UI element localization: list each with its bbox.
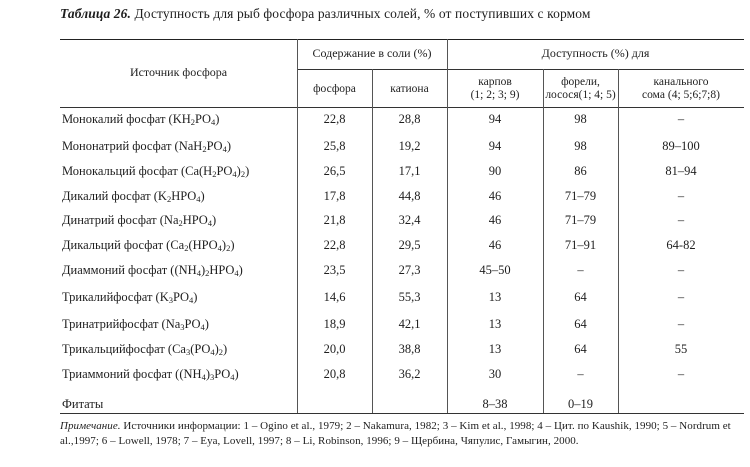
row-phosphorus-value: 23,5 <box>323 263 346 277</box>
row-trout-value: 71–79 <box>564 213 597 227</box>
row-carp-value: 94 <box>488 112 502 126</box>
row-trout-value: – <box>577 263 584 277</box>
row-trout-value: 64 <box>574 290 587 304</box>
row-cation-value: 36,2 <box>398 367 421 381</box>
header-availability-group-label: Доступность (%) для <box>541 46 650 60</box>
header-source-label: Источник фосфора <box>129 65 228 79</box>
header-catfish-line2: сома (4; 5;6;7;8) <box>642 89 720 101</box>
row-catfish-value: 81–94 <box>665 164 697 178</box>
row-source-formula: $_4)_3PO_4$) <box>201 367 239 382</box>
row-carp-value: 8–38 <box>482 397 508 411</box>
row-catfish-value: – <box>677 112 685 126</box>
row-carp-value: 90 <box>488 164 502 178</box>
row-phosphorus-value: 17,8 <box>323 189 346 203</box>
row-source <box>62 213 216 228</box>
row-phosphorus-value: 18,9 <box>323 317 346 331</box>
header-availability-group <box>447 47 744 60</box>
row-cation-value: 28,8 <box>398 112 421 126</box>
row-source <box>62 112 219 127</box>
row-cation-value: 42,1 <box>398 317 421 331</box>
row-catfish-value: – <box>677 317 685 331</box>
row-source-name: Трикальцийфосфат (Ca <box>62 342 186 356</box>
row-carp-value: 13 <box>488 317 502 331</box>
row-cation-value: 17,1 <box>398 164 421 178</box>
header-cation-label: катиона <box>390 83 429 95</box>
row-catfish-value: – <box>677 213 685 227</box>
top-rule <box>60 39 744 40</box>
row-source <box>62 263 243 278</box>
row-catfish-value: – <box>677 367 685 381</box>
row-trout-value: 98 <box>574 112 587 126</box>
row-trout-value: 86 <box>574 164 587 178</box>
row-phosphorus-value: 20,8 <box>323 367 346 381</box>
row-catfish-value: – <box>677 290 685 304</box>
header-catfish-line1: канального <box>653 76 709 88</box>
row-source <box>62 317 209 332</box>
row-catfish-value: – <box>677 263 685 277</box>
header-bottom-rule <box>60 107 744 108</box>
row-carp-value: 46 <box>488 189 502 203</box>
row-trout-value: 64 <box>574 342 587 356</box>
row-source-name: Триаммоний фосфат ((NH <box>62 367 202 381</box>
row-source-formula: $_4)_2HPO_4$) <box>196 263 243 278</box>
header-trout-line1: форели, <box>561 76 600 88</box>
bottom-rule <box>60 413 744 414</box>
row-source-formula: $_2HPO_4$) <box>166 189 205 204</box>
row-cation-value: 38,8 <box>398 342 421 356</box>
table-caption: Доступность для рыб фосфора различных солей, % от поступивших с кормом <box>134 6 591 21</box>
header-trout <box>543 76 618 102</box>
row-trout-value: – <box>577 367 584 381</box>
row-source-formula: $_2PO_4$) <box>202 139 231 154</box>
row-source-name: Трикалийфосфат (K <box>62 290 169 304</box>
row-source <box>62 290 197 305</box>
header-catfish <box>618 76 744 102</box>
header-carp-line1: карпов <box>478 76 512 88</box>
row-source-name: Монокальций фосфат (Ca(H <box>62 164 213 178</box>
row-cation-value: 19,2 <box>398 139 421 153</box>
row-trout-value: 64 <box>574 317 587 331</box>
table-note <box>60 419 744 449</box>
row-carp-value: 30 <box>488 367 502 381</box>
row-carp-value: 13 <box>488 342 502 356</box>
row-phosphorus-value: 22,8 <box>323 238 346 252</box>
row-source-formula: $_2HPO_4$) <box>178 213 217 228</box>
row-source-name: Дикальций фосфат (Ca <box>62 238 185 252</box>
row-source-formula: $_3(PO_4)_2$) <box>185 342 228 357</box>
row-source-name: Монокалий фосфат (KH <box>62 112 191 126</box>
header-phosphorus-label: фосфора <box>313 83 356 95</box>
header-carp <box>447 76 543 102</box>
note-text: Источники информации: 1 – Ogino et al., 1979; 2 – Nakamura, 1982; 3 – Kim et al., 1998; 4 – Цит. по Kaushik, 1990; 5 – Nordrum et al.,1997; 6 – Lowell, 1978; 7 – Eya, Lovell, 1997; 8 – Li, Robinson, 1996; 9 – Щербина, Чяпулис, Гамыгин, 2000. <box>60 420 731 447</box>
row-source <box>62 342 227 357</box>
row-source-name: Фитаты <box>62 397 104 411</box>
row-source <box>62 238 235 253</box>
availability-group-rule <box>447 69 744 70</box>
row-phosphorus-value: 21,8 <box>323 213 346 227</box>
row-source-formula: $_2PO_4)_2$) <box>212 164 250 179</box>
row-source <box>62 189 205 204</box>
row-source-name: Мононатрий фосфат (NaH <box>62 139 203 153</box>
row-source-formula: $_2PO_4$) <box>190 112 220 127</box>
table-number: Таблица 26. <box>60 6 131 21</box>
row-phosphorus-value: 14,6 <box>323 290 346 304</box>
row-catfish-value: 89–100 <box>662 139 700 153</box>
row-source <box>62 367 239 382</box>
row-phosphorus-value: 25,8 <box>323 139 346 153</box>
row-source-name: Диаммоний фосфат ((NH <box>62 263 197 277</box>
row-trout-value: 98 <box>574 139 587 153</box>
header-cation <box>372 83 447 96</box>
header-content-group <box>297 47 447 60</box>
header-trout-line2: лосося(1; 4; 5) <box>545 89 616 101</box>
row-carp-value: 46 <box>488 238 502 252</box>
row-source-formula: $_2(HPO_4)_2$) <box>184 238 235 253</box>
row-carp-value: 46 <box>488 213 502 227</box>
row-source-name: Динатрий фосфат (Na <box>62 213 179 227</box>
row-trout-value: 71–79 <box>564 189 597 203</box>
note-label: Примечание. <box>60 420 121 432</box>
row-carp-value: 94 <box>488 139 502 153</box>
row-source-name: Тринатрийфосфат (Na <box>62 317 181 331</box>
row-cation-value: 44,8 <box>398 189 421 203</box>
row-source-name: Дикалий фосфат (K <box>62 189 167 203</box>
row-trout-value: 71–91 <box>564 238 597 252</box>
row-catfish-value: – <box>677 189 685 203</box>
row-source <box>62 397 103 412</box>
row-carp-value: 45–50 <box>479 263 511 277</box>
row-phosphorus-value: 26,5 <box>323 164 346 178</box>
row-catfish-value: 55 <box>674 342 688 356</box>
header-carp-line2: (1; 2; 3; 9) <box>470 89 520 101</box>
table-title <box>60 6 740 22</box>
row-source-formula: $_3PO_4$) <box>168 290 198 305</box>
row-source <box>62 139 231 154</box>
row-source-formula: $_3PO_4$) <box>180 317 209 332</box>
row-trout-value: 0–19 <box>568 397 593 411</box>
row-catfish-value: 64-82 <box>666 238 696 252</box>
row-source <box>62 164 249 179</box>
row-cation-value: 55,3 <box>398 290 421 304</box>
row-carp-value: 13 <box>488 290 502 304</box>
row-phosphorus-value: 20,0 <box>323 342 346 356</box>
row-cation-value: 32,4 <box>398 213 421 227</box>
row-cation-value: 27,3 <box>398 263 421 277</box>
header-content-group-label: Содержание в соли (%) <box>312 46 432 60</box>
header-source <box>60 66 297 79</box>
row-cation-value: 29,5 <box>398 238 421 252</box>
row-phosphorus-value: 22,8 <box>323 112 346 126</box>
header-phosphorus <box>297 83 372 96</box>
